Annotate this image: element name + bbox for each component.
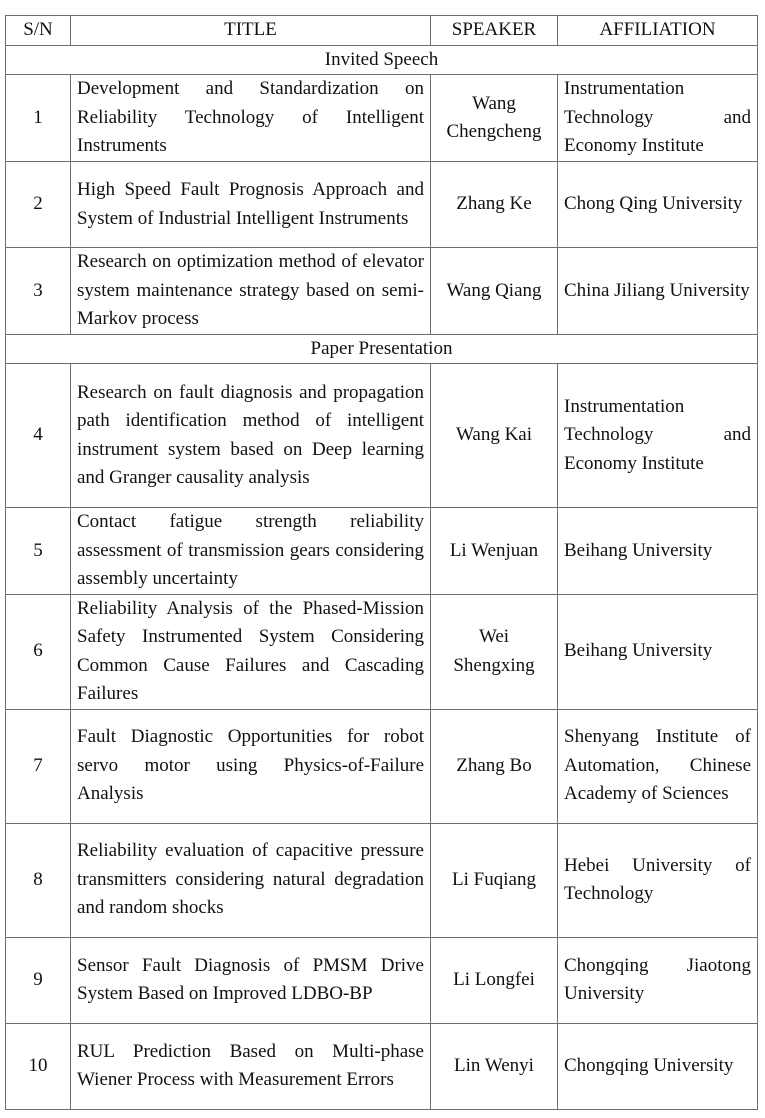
table-row — [6, 1023, 758, 1109]
cell-title: Development and Standardization on Reliability Technology of Intelligent Instruments — [71, 75, 431, 162]
header-speaker: SPEAKER — [431, 16, 558, 46]
cell-affiliation: Shenyang Institute of Automation, Chinese Academy of Sciences — [558, 709, 758, 823]
cell-speaker: Li Longfei — [431, 937, 558, 1023]
header-row — [6, 16, 758, 46]
cell-title: Research on fault diagnosis and propagation path identification method of intelligent instrument system based on Deep learning and Granger causality analysis — [71, 364, 431, 508]
cell-affiliation: Instrumentation Technology and Economy Institute — [558, 75, 758, 162]
cell-speaker: Zhang Bo — [431, 709, 558, 823]
cell-title: Research on optimization method of elevator system maintenance strategy based on semi-Markov process — [71, 248, 431, 335]
cell-speaker: Wang Kai — [431, 364, 558, 508]
cell-sn: 1 — [6, 75, 71, 162]
table-row — [6, 75, 758, 162]
schedule-table — [5, 15, 758, 1110]
cell-affiliation: Beihang University — [558, 594, 758, 709]
cell-affiliation: Instrumentation Technology and Economy Institute — [558, 364, 758, 508]
table-row — [6, 594, 758, 709]
cell-speaker: Zhang Ke — [431, 162, 558, 248]
cell-sn: 5 — [6, 508, 71, 595]
cell-sn: 9 — [6, 937, 71, 1023]
section-row-paper-presentation — [6, 334, 758, 364]
cell-title: Sensor Fault Diagnosis of PMSM Drive System Based on Improved LDBO-BP — [71, 937, 431, 1023]
section-label: Paper Presentation — [6, 334, 758, 364]
cell-speaker: Wang Chengcheng — [431, 75, 558, 162]
table-row — [6, 162, 758, 248]
table-row — [6, 364, 758, 508]
header-affiliation: AFFILIATION — [558, 16, 758, 46]
cell-speaker: Wei Shengxing — [431, 594, 558, 709]
table-row — [6, 709, 758, 823]
table-row — [6, 823, 758, 937]
cell-sn: 2 — [6, 162, 71, 248]
cell-affiliation: Chong Qing University — [558, 162, 758, 248]
cell-affiliation: Chongqing University — [558, 1023, 758, 1109]
cell-affiliation: Chongqing Jiaotong University — [558, 937, 758, 1023]
table-row — [6, 248, 758, 335]
section-label: Invited Speech — [6, 45, 758, 75]
header-title: TITLE — [71, 16, 431, 46]
cell-speaker: Wang Qiang — [431, 248, 558, 335]
cell-speaker: Li Fuqiang — [431, 823, 558, 937]
table-row — [6, 937, 758, 1023]
cell-speaker: Lin Wenyi — [431, 1023, 558, 1109]
cell-sn: 7 — [6, 709, 71, 823]
cell-title: Reliability evaluation of capacitive pressure transmitters considering natural degradation and random shocks — [71, 823, 431, 937]
cell-title: Reliability Analysis of the Phased-Mission Safety Instrumented System Considering Common Cause Failures and Cascading Failures — [71, 594, 431, 709]
cell-affiliation: Hebei University of Technology — [558, 823, 758, 937]
cell-sn: 3 — [6, 248, 71, 335]
section-row-invited-speech — [6, 45, 758, 75]
cell-affiliation: Beihang University — [558, 508, 758, 595]
cell-speaker: Li Wenjuan — [431, 508, 558, 595]
cell-sn: 10 — [6, 1023, 71, 1109]
cell-sn: 4 — [6, 364, 71, 508]
cell-title: High Speed Fault Prognosis Approach and System of Industrial Intelligent Instruments — [71, 162, 431, 248]
header-sn: S/N — [6, 16, 71, 46]
cell-sn: 8 — [6, 823, 71, 937]
table-row — [6, 508, 758, 595]
cell-affiliation: China Jiliang University — [558, 248, 758, 335]
cell-sn: 6 — [6, 594, 71, 709]
cell-title: Contact fatigue strength reliability assessment of transmission gears considering assembly uncertainty — [71, 508, 431, 595]
cell-title: RUL Prediction Based on Multi-phase Wiener Process with Measurement Errors — [71, 1023, 431, 1109]
cell-title: Fault Diagnostic Opportunities for robot servo motor using Physics-of-Failure Analysis — [71, 709, 431, 823]
